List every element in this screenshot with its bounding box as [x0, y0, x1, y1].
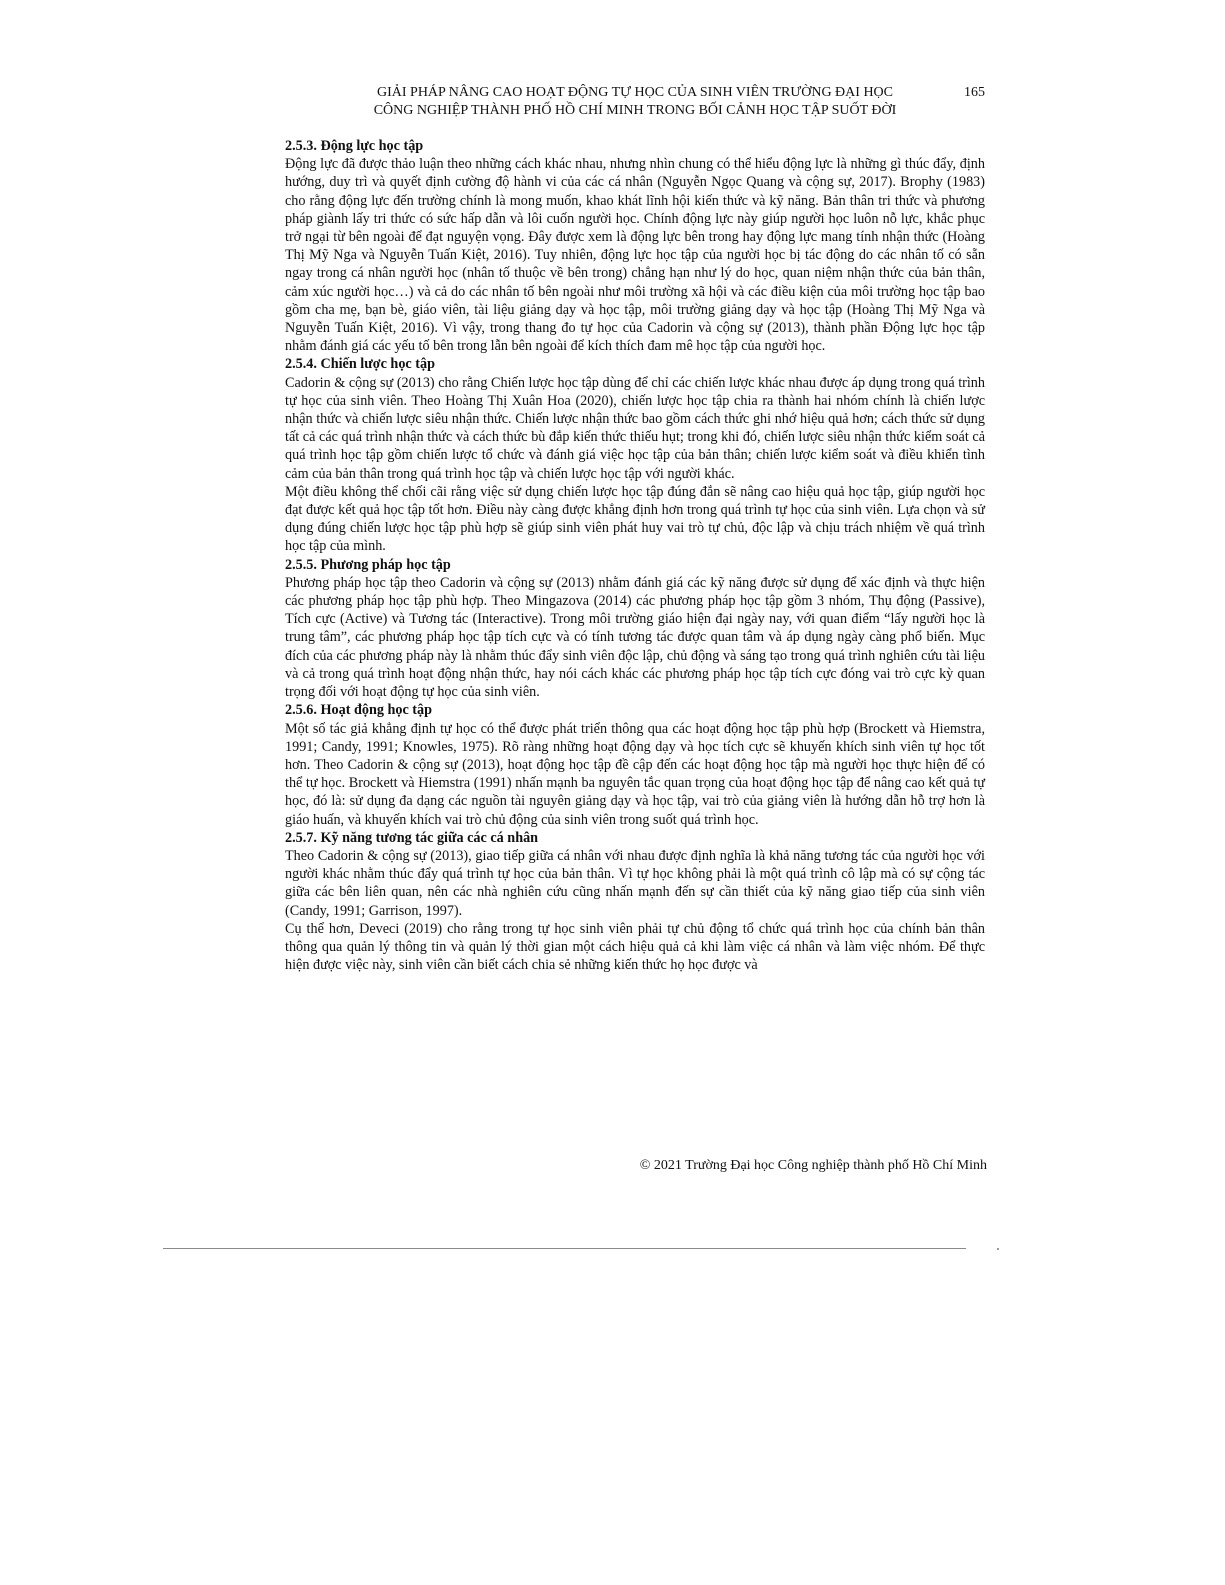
section-heading: 2.5.3. Động lực học tập — [285, 138, 424, 154]
section-heading: 2.5.7. Kỹ năng tương tác giữa các cá nhân — [285, 829, 539, 846]
article-body — [285, 137, 985, 974]
section-heading: 2.5.4. Chiến lược học tập — [285, 356, 435, 373]
section-2-5-3 — [285, 137, 985, 355]
page-divider — [163, 1248, 966, 1249]
scan-dot — [997, 1248, 999, 1250]
section-2-5-4 — [285, 355, 985, 555]
section-2-5-7 — [285, 829, 985, 975]
section-heading: 2.5.6. Hoạt động học tập — [285, 702, 433, 719]
section-2-5-6 — [285, 701, 985, 828]
paragraph: Theo Cadorin & cộng sự (2013), giao tiếp giữa cá nhân với nhau được định nghĩa là khả năng tương tác của người học với người khác nhằm thúc đẩy quá trình tự học của bản thân. Vì tự học không phải là một quá trình cô lập mà có sự cộng tác giữa các bên liên quan, nên các nhà nghiên cứu cũng nhấn mạnh đến sự cần thiết của kỹ năng giao tiếp của sinh viên (Candy, 1991; Garrison, 1997). — [285, 847, 985, 919]
section-2-5-5 — [285, 556, 985, 702]
running-title-line-2: CÔNG NGHIỆP THÀNH PHỐ HỒ CHÍ MINH TRONG BỐI CẢNH HỌC TẬP SUỐT ĐỜI — [373, 103, 897, 118]
footer-copyright: © 2021 Trường Đại học Công nghiệp thành phố Hồ Chí Minh — [639, 1158, 987, 1173]
paragraph: Cadorin & cộng sự (2013) cho rằng Chiến lược học tập dùng để chỉ các chiến lược khác nhau được áp dụng trong quá trình tự học của sinh viên. Theo Hoàng Thị Xuân Hoa (2020), chiến lược học tập chia ra thành hai nhóm chính là chiến lược nhận thức và chiến lược siêu nhận thức. Chiến lược nhận thức bao gồm cách thức ghi nhớ hiệu quả hơn; cách thức sử dụng tất cả các quá trình nhận thức và cách thức bù đắp kiến thức thiếu hụt; trong khi đó, chiến lược siêu nhận thức kiểm soát cả quá trình học tập gồm chiến lược tổ chức và đánh giá việc học tập của bản thân; chiến lược kiểm soát và điều khiển tình cảm của bản thân trong quá trình học tập và chiến lược học tập với người khác. — [285, 374, 985, 482]
running-title — [315, 84, 955, 120]
paragraph: Phương pháp học tập theo Cadorin và cộng sự (2013) nhằm đánh giá các kỹ năng được sử dụng để xác định và thực hiện các phương pháp học tập phù hợp. Theo Mingazova (2014) các phương pháp học tập gồm 3 nhóm, Thụ động (Passive), Tích cực (Active) và Tương tác (Interactive). Trong môi trường giáo hiện đại ngày nay, với quan điểm “lấy người học là trung tâm”, các phương pháp học tập tích cực và có tính tương tác được quan tâm và áp dụng ngày càng phổ biến. Mục đích của các phương pháp này là nhằm thúc đẩy sinh viên độc lập, chủ động và sáng tạo trong quá trình nghiên cứu tài liệu và cả trong quá trình hoạt động nhận thức, hay nói cách khác các phương pháp học tập tích cực đóng vai trò cực kỳ quan trọng đối với hoạt động tự học của sinh viên. — [285, 574, 985, 701]
page-number: 165 — [964, 85, 985, 100]
paragraph: Một điều không thể chối cãi rằng việc sử dụng chiến lược học tập đúng đắn sẽ nâng cao hiệu quả học tập, giúp người học đạt được kết quả học tập tốt hơn. Điều này càng được khẳng định hơn trong quá trình tự học của sinh viên. Lựa chọn và sử dụng đúng chiến lược học tập phù hợp sẽ giúp sinh viên phát huy vai trò tự chủ, độc lập và chịu trách nhiệm về quá trình học tập của mình. — [285, 483, 985, 555]
paragraph: Động lực đã được thảo luận theo những cách khác nhau, nhưng nhìn chung có thể hiểu động lực là những gì thúc đẩy, định hướng, duy trì và quyết định cường độ hành vi của các cá nhân (Nguyễn Ngọc Quang và cộng sự, 2017). Brophy (1983) cho rằng động lực đến trường chính là mong muốn, khao khát lĩnh hội kiến thức và kỹ năng. Bản thân tri thức và phương pháp giành lấy tri thức có sức hấp dẫn và lôi cuốn người học. Chính động lực này giúp người học luôn nỗ lực, khắc phục trở ngại từ bên ngoài để đạt nguyện vọng. Đây được xem là động lực bên trong hay động lực mang tính nhận thức (Hoàng Thị Mỹ Nga và Nguyễn Tuấn Kiệt, 2016). Tuy nhiên, động lực học tập của người học bị tác động do các nhân tố có sẵn ngay trong cá nhân người học (nhân tố thuộc về bên trong) chẳng hạn như lý do học, quan niệm nhận thức của bản thân, cảm xúc người học…) và cả do các nhân tố bên ngoài như môi trường xã hội và các điều kiện của môi trường học tập bao gồm cha mẹ, bạn bè, giáo viên, tài liệu giảng dạy và học tập, môi trường giảng dạy và học tập (Hoàng Thị Mỹ Nga và Nguyễn Tuấn Kiệt, 2016). Vì vậy, trong thang đo tự học của Cadorin và cộng sự (2013), thành phần Động lực học tập nhằm đánh giá các yếu tố bên trong lẫn bên ngoài để kích thích đam mê học tập của người học. — [285, 156, 985, 355]
paragraph: Cụ thể hơn, Deveci (2019) cho rằng trong tự học sinh viên phải tự chủ động tổ chức quá trình học của chính bản thân thông qua quản lý thông tin và quản lý thời gian một cách hiệu quả cả khi làm việc cá nhân và làm việc nhóm. Để thực hiện được việc này, sinh viên cần biết cách chia sẻ những kiến thức họ học được và — [285, 920, 985, 974]
running-header — [285, 84, 985, 120]
running-title-line-1: GIẢI PHÁP NÂNG CAO HOẠT ĐỘNG TỰ HỌC CỦA SINH VIÊN TRƯỜNG ĐẠI HỌC — [376, 85, 894, 100]
paragraph: Một số tác giả khẳng định tự học có thể được phát triển thông qua các hoạt động học tập phù hợp (Brockett và Hiemstra, 1991; Candy, 1991; Knowles, 1975). Rõ ràng những hoạt động dạy và học tích cực sẽ khuyến khích sinh viên tự học tốt hơn. Theo Cadorin & cộng sự (2013), hoạt động học tập đề cập đến các hoạt động học tập mà người học thực hiện để có thể tự học. Brockett và Hiemstra (1991) nhấn mạnh ba nguyên tắc quan trọng của hoạt động học tập để nâng cao kết quả tự học, đó là: sử dụng đa dạng các nguồn tài nguyên giảng dạy và học tập, vai trò của giảng viên là hướng dẫn hỗ trợ hơn là giáo huấn, và khuyến khích vai trò chủ động của sinh viên trong suốt quá trình học. — [285, 720, 985, 828]
section-heading: 2.5.5. Phương pháp học tập — [285, 556, 451, 573]
